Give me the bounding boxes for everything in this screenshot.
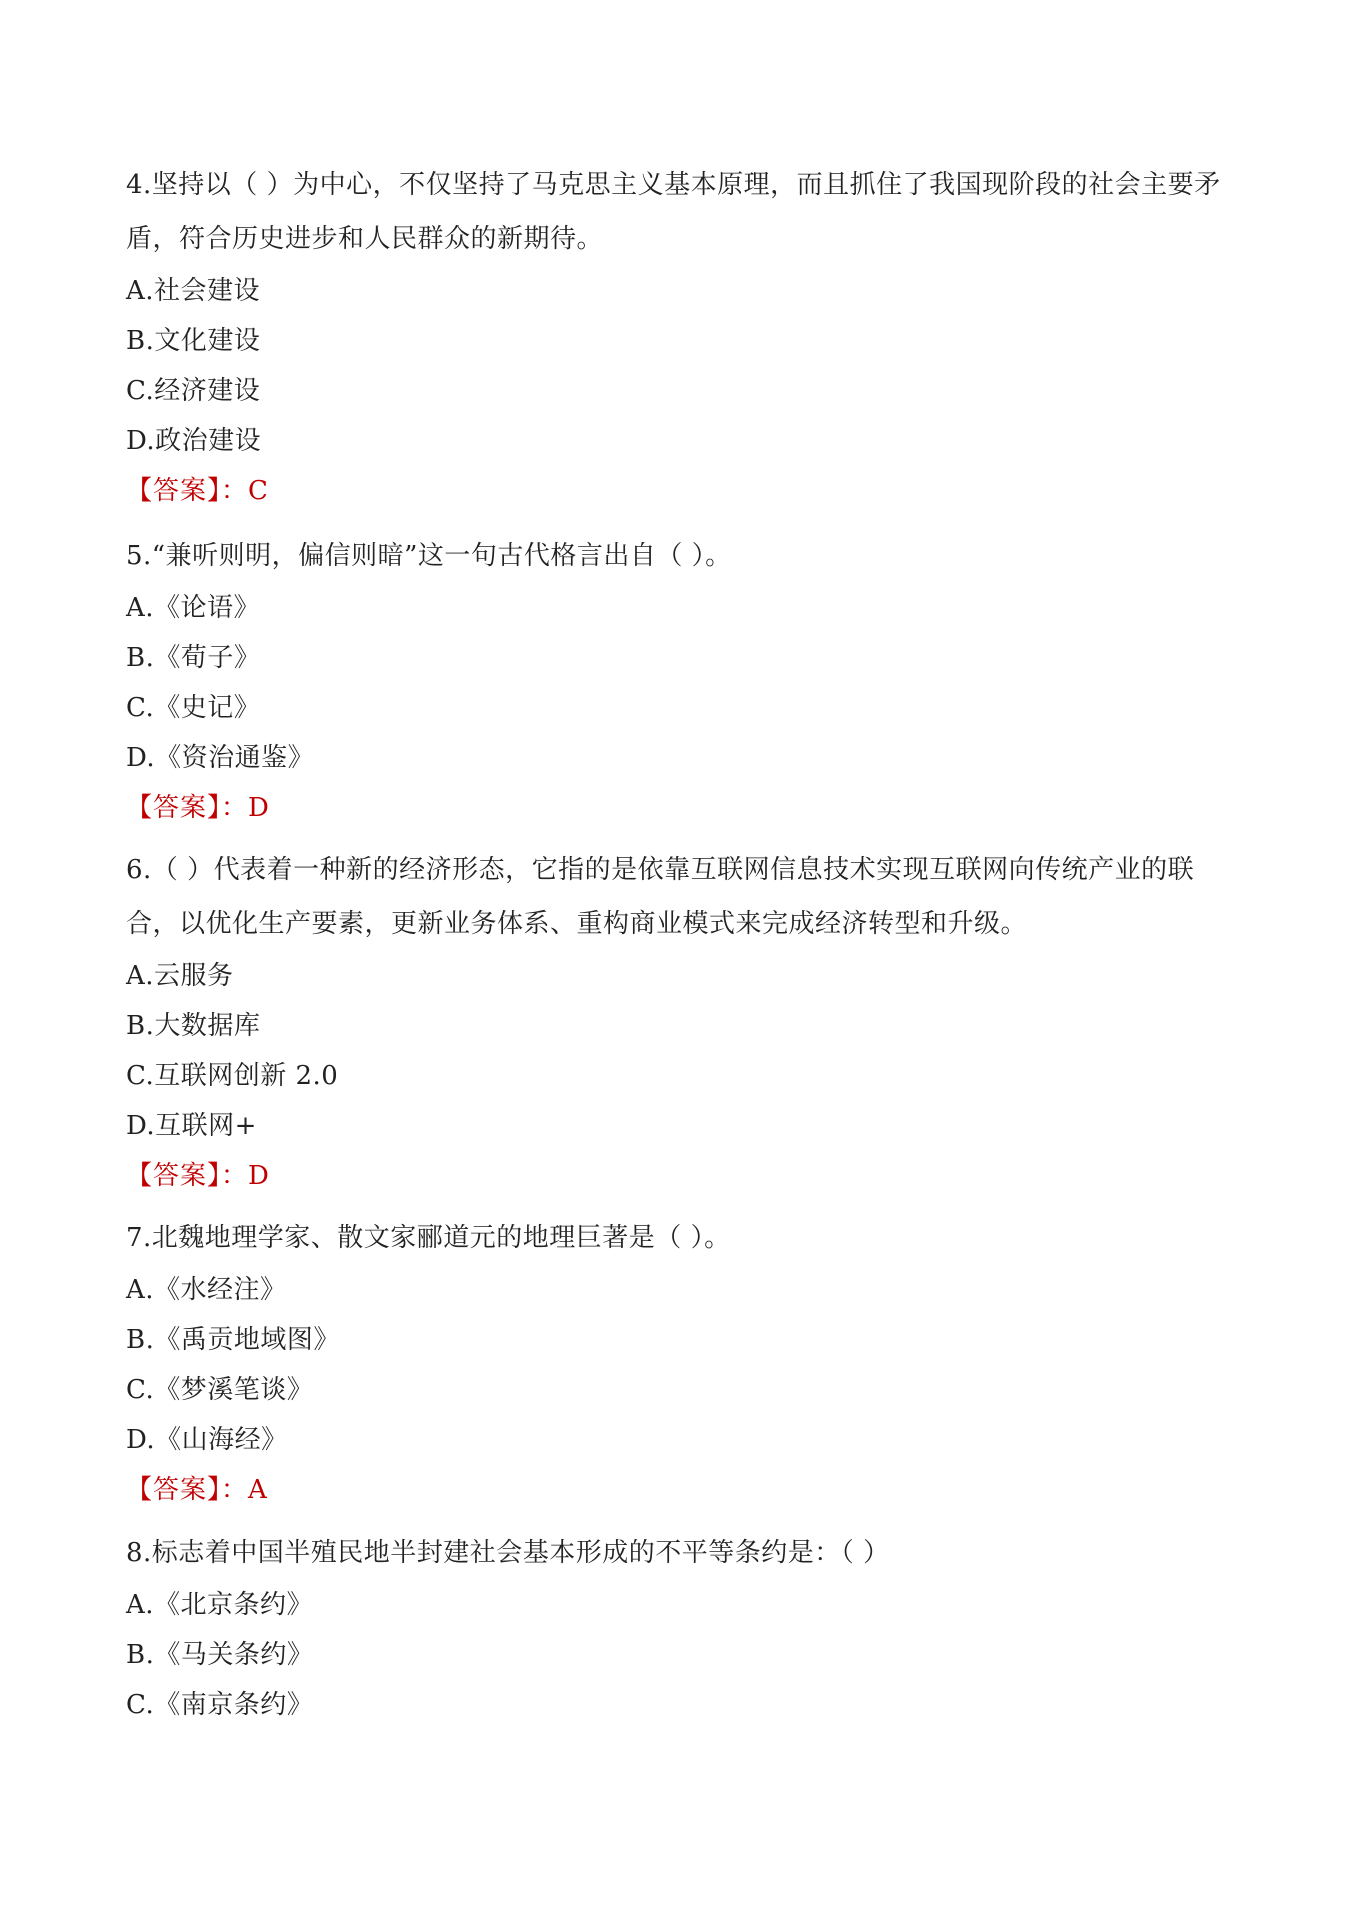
option-c: C.《史记》 [126,693,261,723]
option-d: D.《山海经》 [126,1425,288,1455]
question-stem: 4.坚持以（ ）为中心，不仅坚持了马克思主义基本原理，而且抓住了我国现阶段的社会主要矛盾，符合历史进步和人民群众的新期待。 [126,170,1221,254]
option-b: B.《马关条约》 [126,1640,314,1670]
question-4 [126,158,1246,516]
answer-label: 【答案】：D [126,1161,270,1191]
question-stem: 6.（ ）代表着一种新的经济形态，它指的是依靠互联网信息技术实现互联网向传统产业的联合，以优化生产要素，更新业务体系、重构商业模式来完成经济转型和升级。 [126,855,1195,939]
option-c: C.互联网创新 2.0 [126,1061,339,1091]
option-b: B.大数据库 [126,1011,261,1041]
option-b: B.文化建设 [126,326,261,356]
option-d: D.政治建设 [126,426,262,456]
option-b: B.《禹贡地域图》 [126,1325,340,1355]
answer-label: 【答案】：C [126,476,269,506]
option-a: A.《论语》 [126,593,261,623]
option-c: C.经济建设 [126,376,261,406]
question-8 [126,1526,1246,1730]
option-c: C.《南京条约》 [126,1690,314,1720]
question-stem: 5.“兼听则明，偏信则暗”这一句古代格言出自（ ）。 [126,541,732,571]
option-a: A.云服务 [126,961,234,991]
option-d: D.互联网+ [126,1111,257,1141]
answer-label: 【答案】：A [126,1475,268,1505]
question-7 [126,1211,1246,1515]
option-d: D.《资治通鉴》 [126,743,315,773]
option-a: A.《北京条约》 [126,1590,314,1620]
question-5 [126,529,1246,833]
option-b: B.《荀子》 [126,643,261,673]
option-a: A.《水经注》 [126,1275,287,1305]
option-c: C.《梦溪笔谈》 [126,1375,314,1405]
question-stem: 7.北魏地理学家、散文家郦道元的地理巨著是（ ）。 [126,1223,731,1253]
option-a: A.社会建设 [126,276,261,306]
question-stem: 8.标志着中国半殖民地半封建社会基本形成的不平等条约是：（ ） [126,1538,890,1568]
answer-label: 【答案】：D [126,793,270,823]
question-6 [126,843,1246,1201]
